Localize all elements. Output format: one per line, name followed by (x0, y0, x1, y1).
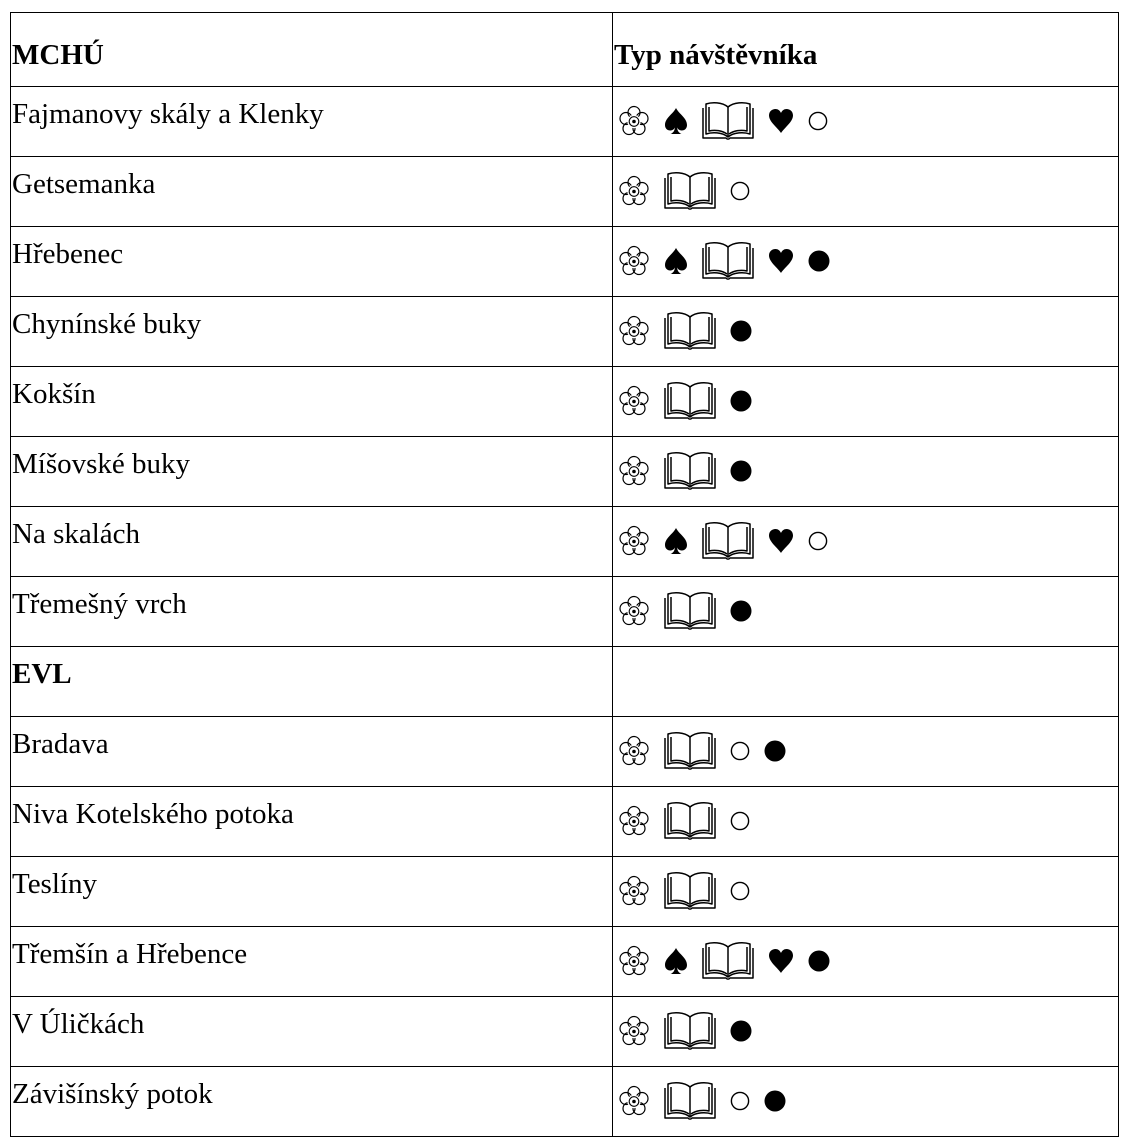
site-name-cell (11, 577, 613, 647)
visitor-type-cell (613, 647, 1119, 717)
table-row (11, 157, 1119, 227)
site-name: Fajmanovy skály a Klenky (12, 98, 324, 130)
filled-circle-icon (763, 1089, 787, 1113)
site-name: Chynínské buky (12, 308, 202, 340)
filled-circle-icon (763, 739, 787, 763)
visitor-icons (613, 173, 1118, 209)
flower-icon (617, 314, 651, 348)
flower-icon (617, 1014, 651, 1048)
open-circle-icon (729, 180, 751, 202)
book-icon (663, 451, 717, 491)
visitor-icons (613, 103, 1118, 139)
site-name: Bradava (12, 728, 109, 760)
heart-icon (767, 527, 795, 555)
spade-icon (663, 106, 689, 136)
spade-icon (663, 526, 689, 556)
flower-icon (617, 454, 651, 488)
site-name-cell (11, 1067, 613, 1137)
site-name-cell (11, 437, 613, 507)
site-name: Třemšín a Hřebence (12, 938, 248, 970)
flower-icon (617, 104, 651, 138)
filled-circle-icon (729, 599, 753, 623)
table-row (11, 577, 1119, 647)
header-visitor-type-label: Typ návštěvníka (614, 39, 818, 71)
book-icon (663, 1081, 717, 1121)
open-circle-icon (729, 1090, 751, 1112)
open-circle-icon (729, 880, 751, 902)
heart-icon (767, 107, 795, 135)
table-row (11, 787, 1119, 857)
visitor-type-cell (613, 717, 1119, 787)
book-icon (701, 941, 755, 981)
spade-icon (663, 946, 689, 976)
flower-icon (617, 174, 651, 208)
flower-icon (617, 244, 651, 278)
visitor-icons (613, 733, 1118, 769)
visitor-type-cell (613, 297, 1119, 367)
table-row (11, 857, 1119, 927)
visitor-type-cell (613, 787, 1119, 857)
book-icon (663, 871, 717, 911)
site-name: Závišínský potok (12, 1078, 213, 1110)
section-label: EVL (12, 658, 72, 690)
visitor-icons (613, 383, 1118, 419)
flower-icon (617, 384, 651, 418)
site-name-cell (11, 997, 613, 1067)
visitor-type-cell (613, 437, 1119, 507)
flower-icon (617, 734, 651, 768)
site-name-cell (11, 87, 613, 157)
site-name-cell (11, 647, 613, 717)
site-name-cell (11, 507, 613, 577)
visitor-type-cell (613, 577, 1119, 647)
book-icon (701, 241, 755, 281)
visitor-type-cell (613, 927, 1119, 997)
visitor-icons (613, 1083, 1118, 1119)
filled-circle-icon (807, 249, 831, 273)
filled-circle-icon (729, 1019, 753, 1043)
site-name: Kokšín (12, 378, 96, 410)
visitor-icons (613, 943, 1118, 979)
visitor-icons (613, 453, 1118, 489)
site-name-cell (11, 367, 613, 437)
section-header-row (11, 647, 1119, 717)
book-icon (663, 801, 717, 841)
table-row (11, 297, 1119, 367)
table-row (11, 367, 1119, 437)
open-circle-icon (807, 530, 829, 552)
flower-icon (617, 594, 651, 628)
visitor-icons (613, 243, 1118, 279)
book-icon (663, 311, 717, 351)
open-circle-icon (729, 740, 751, 762)
table-row (11, 717, 1119, 787)
visitor-type-cell (613, 87, 1119, 157)
spade-icon (663, 246, 689, 276)
visitor-icons (613, 1013, 1118, 1049)
flower-icon (617, 944, 651, 978)
book-icon (701, 101, 755, 141)
book-icon (663, 381, 717, 421)
site-name-cell (11, 297, 613, 367)
open-circle-icon (729, 810, 751, 832)
flower-icon (617, 874, 651, 908)
table-row (11, 1067, 1119, 1137)
open-circle-icon (807, 110, 829, 132)
table-body (11, 13, 1119, 1137)
flower-icon (617, 524, 651, 558)
visitor-type-cell (613, 157, 1119, 227)
site-name: Niva Kotelského potoka (12, 798, 294, 830)
visitor-icons (613, 803, 1118, 839)
visitor-type-cell (613, 1067, 1119, 1137)
site-name: Míšovské buky (12, 448, 191, 480)
visitor-icons (613, 523, 1118, 559)
visitor-type-cell (613, 507, 1119, 577)
table-row (11, 997, 1119, 1067)
heart-icon (767, 247, 795, 275)
site-name: Getsemanka (12, 168, 156, 200)
flower-icon (617, 1084, 651, 1118)
site-name: V Úličkách (12, 1008, 145, 1040)
table-header-row (11, 13, 1119, 87)
filled-circle-icon (729, 389, 753, 413)
filled-circle-icon (807, 949, 831, 973)
book-icon (663, 731, 717, 771)
site-name-cell (11, 857, 613, 927)
book-icon (701, 521, 755, 561)
table-row (11, 507, 1119, 577)
book-icon (663, 1011, 717, 1051)
heart-icon (767, 947, 795, 975)
book-icon (663, 591, 717, 631)
site-name: Třemešný vrch (12, 588, 187, 620)
site-name-cell (11, 787, 613, 857)
filled-circle-icon (729, 459, 753, 483)
site-name: Na skalách (12, 518, 141, 550)
visitor-icons (613, 313, 1118, 349)
table-row (11, 227, 1119, 297)
site-name-cell (11, 717, 613, 787)
visitor-type-cell (613, 367, 1119, 437)
table-row (11, 437, 1119, 507)
header-cell-mchu (11, 13, 613, 87)
header-mchu-label: MCHÚ (12, 39, 104, 71)
visitor-icons (613, 873, 1118, 909)
site-name-cell (11, 927, 613, 997)
visitor-type-table (10, 12, 1119, 1137)
site-name-cell (11, 227, 613, 297)
header-cell-visitor-type (613, 13, 1119, 87)
site-name-cell (11, 157, 613, 227)
filled-circle-icon (729, 319, 753, 343)
table-row (11, 87, 1119, 157)
visitor-type-cell (613, 227, 1119, 297)
site-name: Hřebenec (12, 238, 124, 270)
flower-icon (617, 804, 651, 838)
table-row (11, 927, 1119, 997)
visitor-icons (613, 593, 1118, 629)
visitor-type-cell (613, 857, 1119, 927)
visitor-type-cell (613, 997, 1119, 1067)
book-icon (663, 171, 717, 211)
site-name: Teslíny (12, 868, 97, 900)
